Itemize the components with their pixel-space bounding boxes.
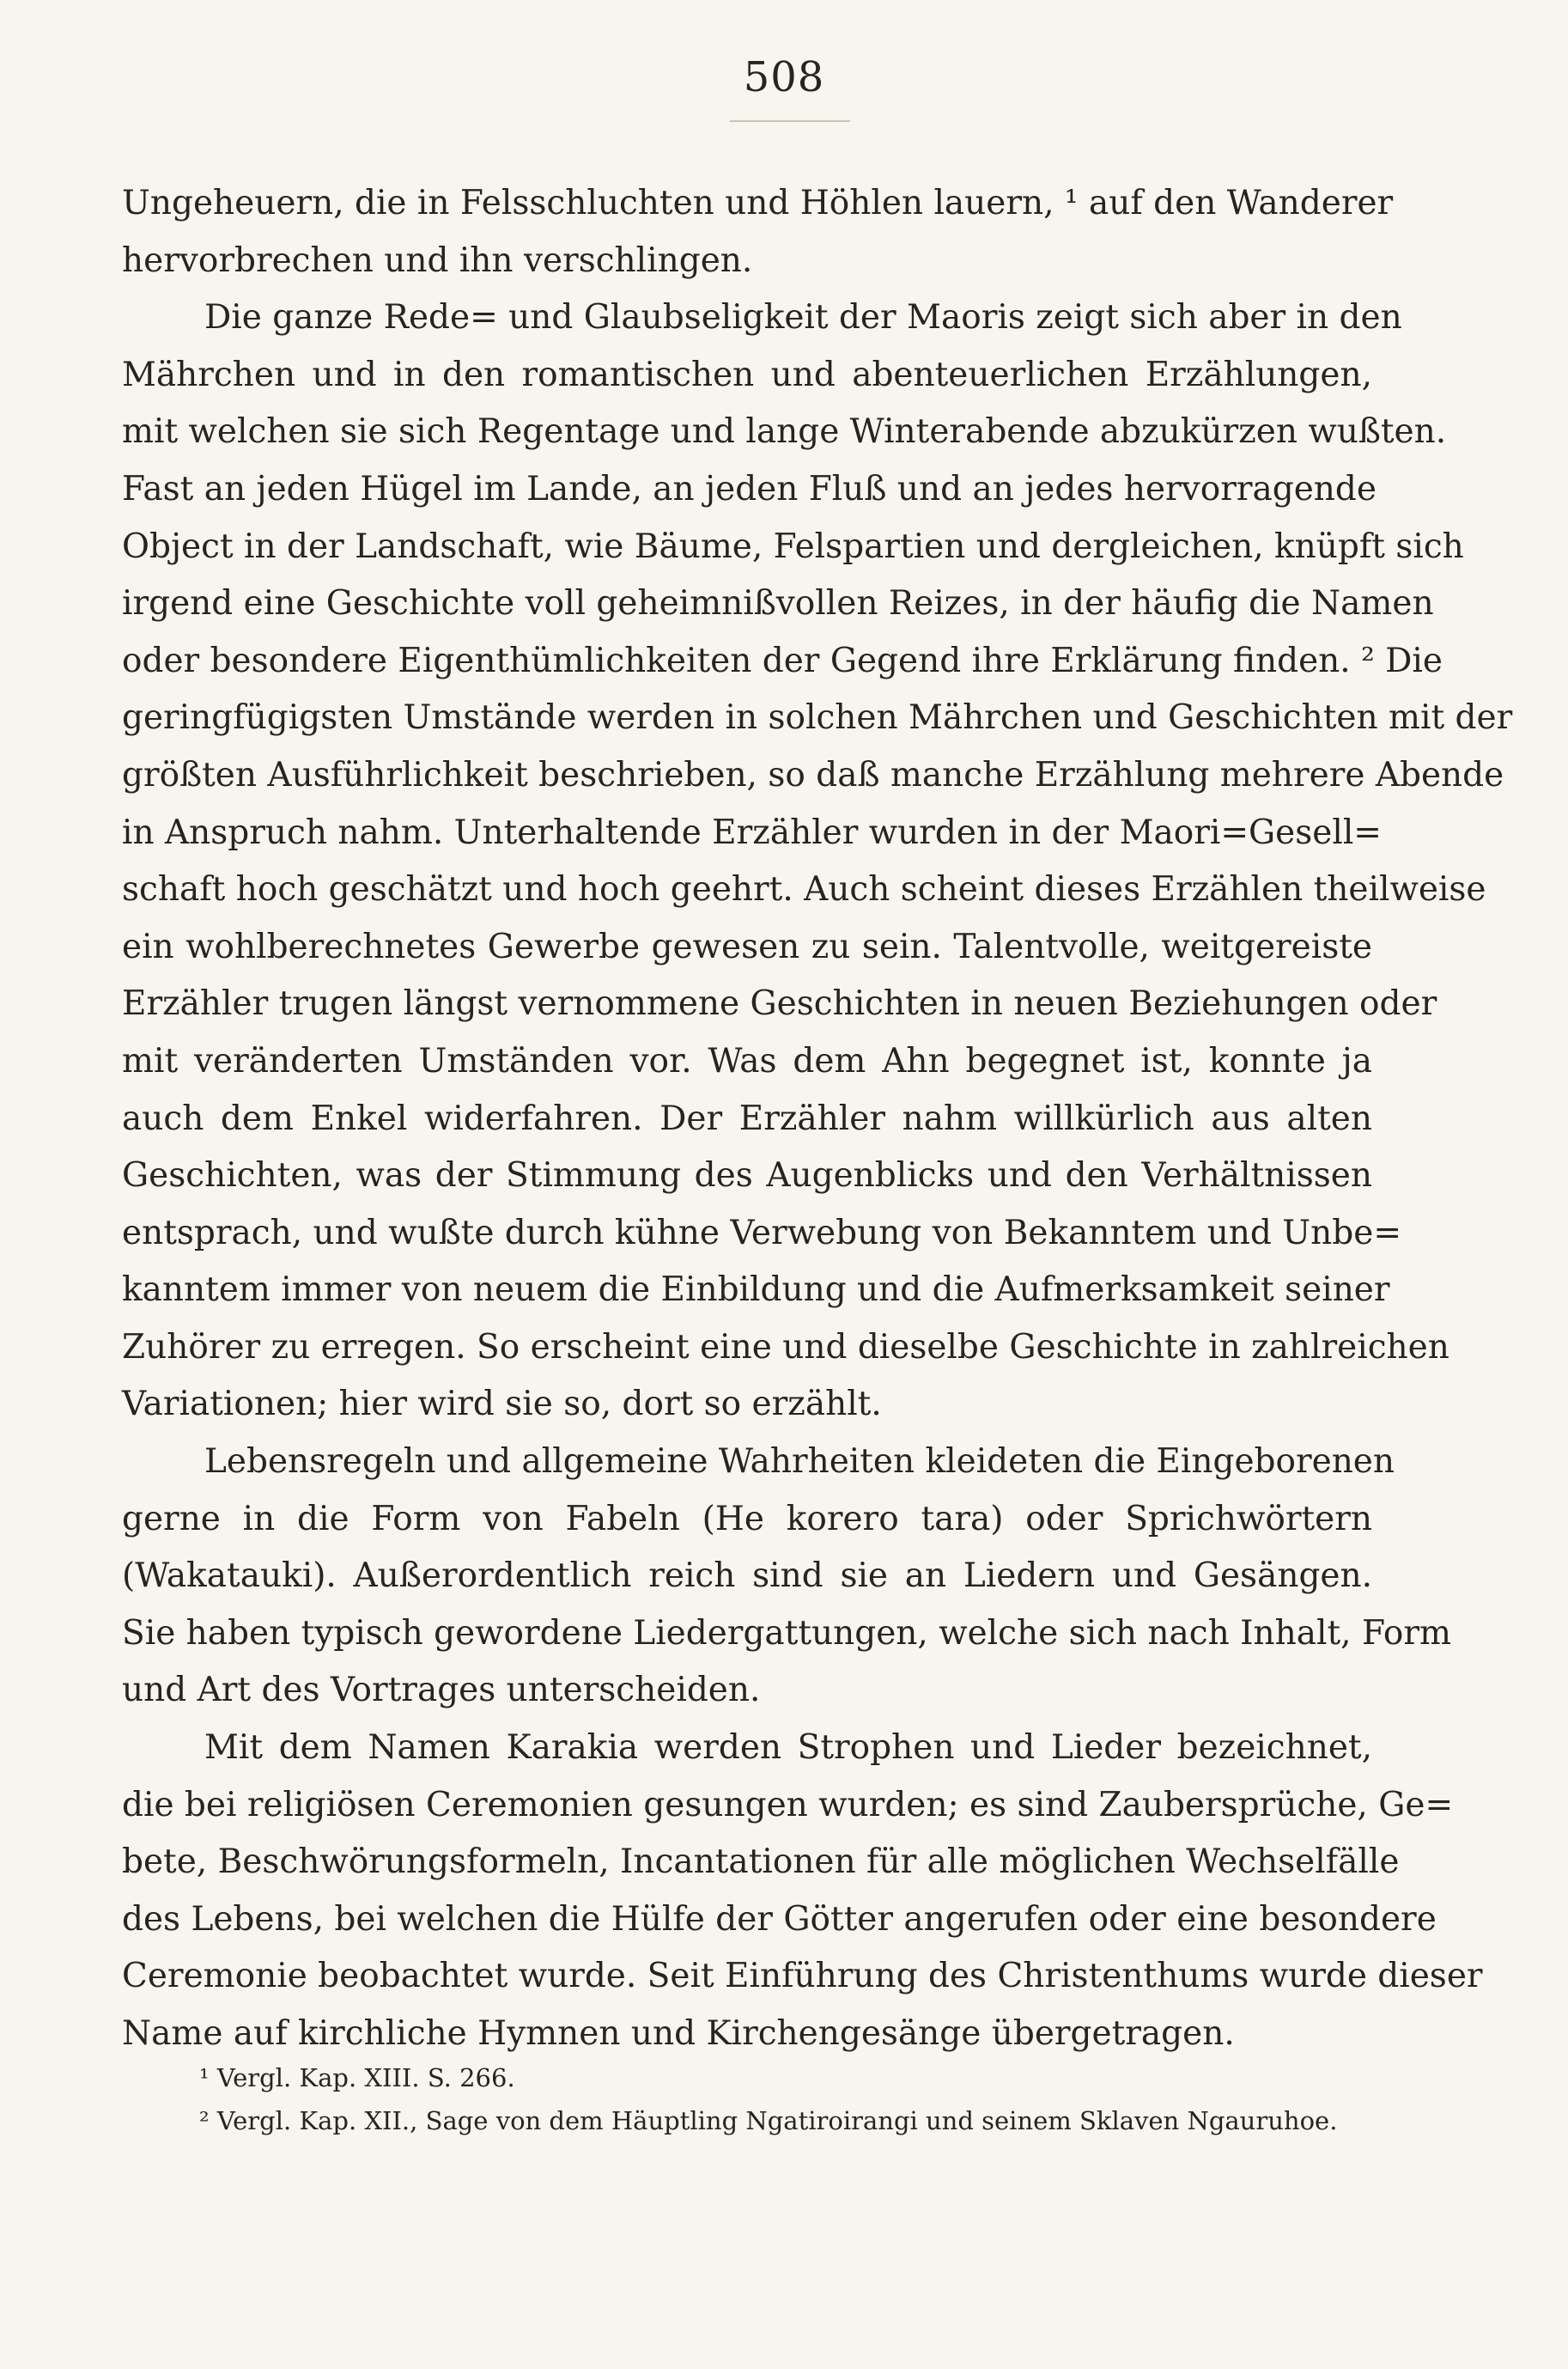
text-line: Variationen; hier wird sie so, dort so erzählt. (122, 1385, 882, 1424)
text-line: kanntem immer von neuem die Einbildung und die Aufmerksamkeit seiner (122, 1270, 1390, 1310)
text-line: Ungeheuern, die in Felsschluchten und Höhlen lauern, ¹ auf den Wanderer (122, 184, 1394, 222)
text-line: Zuhörer zu erregen. So erscheint eine und dieselbe Geschichte in zahlreichen (122, 1327, 1449, 1367)
page-number: 508 (743, 53, 825, 101)
text-line: Object in der Landschaft, wie Bäume, Felspartien und dergleichen, knüpft sich (122, 527, 1464, 566)
text-line: geringfügigsten Umstände werden in solchen Mährchen und Geschichten mit der (122, 698, 1513, 738)
text-line: Erzähler trugen längst vernommene Geschichten in neuen Beziehungen oder (122, 984, 1437, 1024)
text-line: ein wohlberechnetes Gewerbe gewesen zu sein. Talentvolle, weitgereiste (122, 927, 1372, 966)
main-text (122, 175, 1513, 2063)
text-line: bete, Beschwörungsformeln, Incantationen für alle möglichen Wechselfälle (122, 1842, 1400, 1882)
text-line: entsprach, und wußte durch kühne Verwebung von Bekanntem und Unbe= (122, 1213, 1401, 1252)
text-line: Name auf kirchliche Hymnen und Kirchengesänge übergetragen. (122, 2014, 1235, 2053)
text-line: oder besondere Eigenthümlichkeiten der Gegend ihre Erklärung finden. ² Die (122, 641, 1443, 680)
text-line: auch dem Enkel widerfahren. Der Erzähler nahm willkürlich aus alten (122, 1099, 1372, 1138)
text-line: Mährchen und in den romantischen und abenteuerlichen Erzählungen, (122, 355, 1372, 394)
text-line: irgend eine Geschichte voll geheimnißvollen Reizes, in der häufig die Namen (122, 584, 1434, 624)
text-line: des Lebens, bei welchen die Hülfe der Götter angerufen oder eine besondere (122, 1899, 1437, 1939)
text-line: Mit dem Namen Karakia werden Strophen und Lieder bezeichnet, (204, 1728, 1372, 1768)
text-line: die bei religiösen Ceremonien gesungen wurden; es sind Zaubersprüche, Ge= (122, 1785, 1454, 1824)
text-line: mit veränderten Umständen vor. Was dem Ahn begegnet ist, konnte ja (122, 1041, 1372, 1081)
text-line: und Art des Vortrages unterscheiden. (122, 1671, 761, 1710)
page-number-rule (730, 120, 850, 122)
text-line: (Wakatauki). Außerordentlich reich sind sie an Liedern und Gesängen. (122, 1556, 1372, 1596)
text-line: Sie haben typisch gewordene Liedergattungen, welche sich nach Inhalt, Form (122, 1613, 1452, 1653)
footnote: ² Vergl. Kap. XII., Sage von dem Häuptling Ngatiroirangi und seinem Sklaven Ngauruhoe. (199, 2106, 1338, 2135)
text-line: Lebensregeln und allgemeine Wahrheiten kleideten die Eingeborenen (204, 1442, 1395, 1482)
text-line: gerne in die Form von Fabeln (He korero tara) oder Sprichwörtern (122, 1499, 1372, 1538)
text-line: in Anspruch nahm. Unterhaltende Erzähler wurden in der Maori=Gesell= (122, 813, 1382, 852)
text-line: Geschichten, was der Stimmung des Augenblicks und den Verhältnissen (122, 1156, 1372, 1196)
text-line: Fast an jeden Hügel im Lande, an jeden Fluß und an jedes hervorragende (122, 469, 1377, 509)
footnote: ¹ Vergl. Kap. XIII. S. 266. (199, 2063, 515, 2092)
footnotes (122, 2056, 1372, 2142)
text-line: Ceremonie beobachtet wurde. Seit Einführung des Christenthums wurde dieser (122, 1957, 1483, 1996)
text-line: mit welchen sie sich Regentage und lange Winterabende abzukürzen wußten. (122, 412, 1447, 452)
text-line: schaft hoch geschätzt und hoch geehrt. Auch scheint dieses Erzählen theilweise (122, 870, 1486, 910)
text-line: hervorbrechen und ihn verschlingen. (122, 241, 753, 280)
text-line: Die ganze Rede= und Glaubseligkeit der Maoris zeigt sich aber in den (204, 298, 1402, 338)
text-line: größten Ausführlichkeit beschrieben, so daß manche Erzählung mehrere Abende (122, 755, 1504, 795)
